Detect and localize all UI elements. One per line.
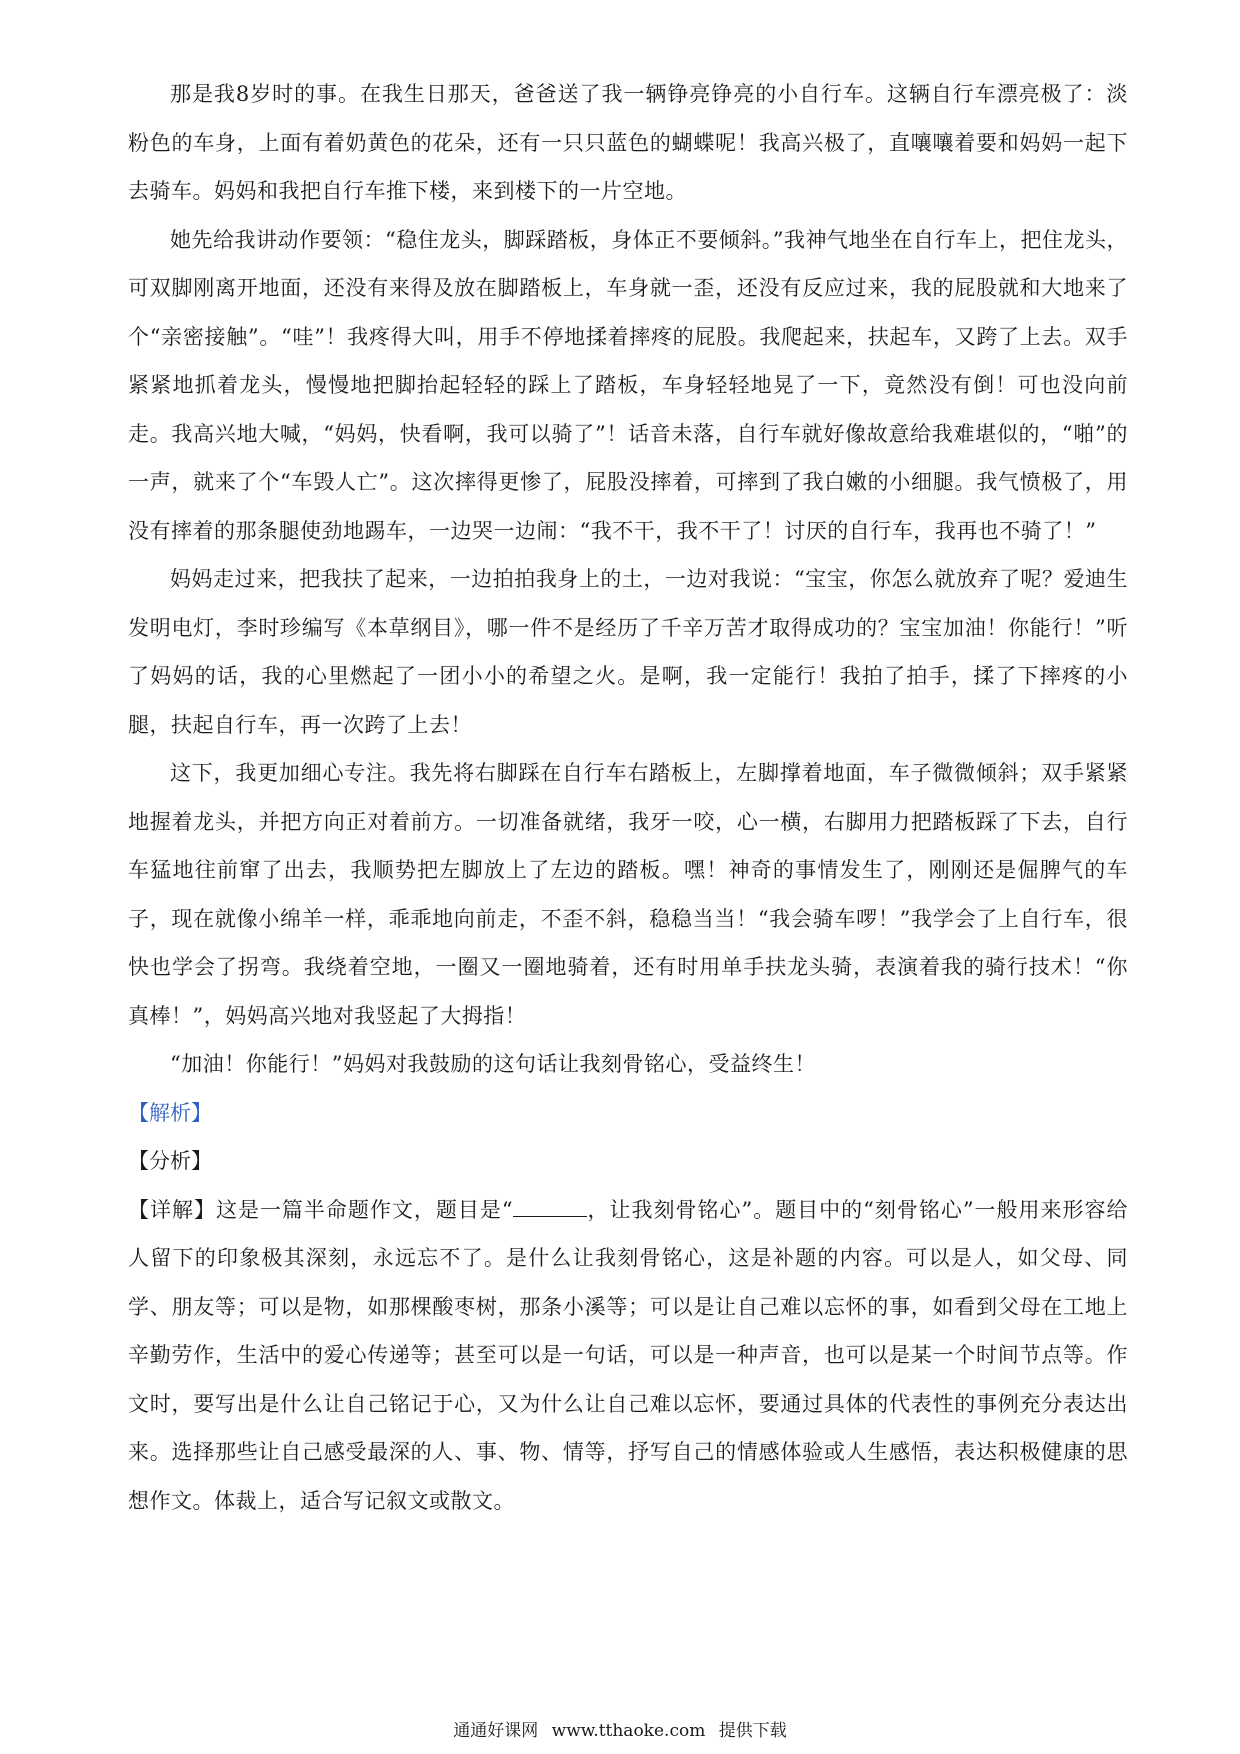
fenxi-label: 【分析】 — [128, 1149, 212, 1173]
jiexi-label: 【解析】 — [128, 1100, 212, 1125]
essay-paragraph-3: 妈妈走过来，把我扶了起来，一边拍拍我身上的土，一边对我说：“宝宝，你怎么就放弃了呢？爱迪生发明电灯，李时珍编写《本草纲目》，哪一件不是经历了千辛万苦才取得成功的？宝宝加油！你能行！”听了妈妈的话，我的心里燃起了一团小小的希望之火。是啊，我一定能行！我拍了拍手，揉了下摔疼的小腿，扶起自行车，再一次跨了上去！ — [128, 567, 1128, 737]
footer-url[interactable]: www.tthaoke.com — [551, 1721, 706, 1741]
footer-site-name: 通通好课网 — [453, 1721, 539, 1741]
footer-suffix: 提供下载 — [718, 1721, 787, 1741]
essay-paragraph-5: “加油！你能行！”妈妈对我鼓励的这句话让我刻骨铭心，受益终生！ — [170, 1052, 816, 1076]
page-footer — [0, 1716, 1240, 1741]
essay-paragraph-1: 那是我8岁时的事。在我生日那天，爸爸送了我一辆铮亮铮亮的小自行车。这辆自行车漂亮极了：淡粉色的车身，上面有着奶黄色的花朵，还有一只只蓝色的蝴蝶呢！我高兴极了，直嚷嚷着要和妈妈一起下去骑车。妈妈和我把自行车推下楼，来到楼下的一片空地。 — [128, 82, 1128, 203]
xiangjie-paragraph — [128, 1186, 1128, 1526]
xiangjie-text-before-blank: 这是一篇半命题作文，题目是“ — [215, 1197, 514, 1222]
document-body — [128, 70, 1128, 1525]
title-blank-line — [513, 1198, 587, 1217]
essay-paragraph-4: 这下，我更加细心专注。我先将右脚踩在自行车右踏板上，左脚撑着地面，车子微微倾斜；双手紧紧地握着龙头，并把方向正对着前方。一切准备就绪，我牙一咬，心一横，右脚用力把踏板踩了下去，自行车猛地往前窜了出去，我顺势把左脚放上了左边的踏板。嘿！神奇的事情发生了，刚刚还是倔脾气的车子，现在就像小绵羊一样，乖乖地向前走，不歪不斜，稳稳当当！“我会骑车啰！”我学会了上自行车，很快也学会了拐弯。我绕着空地，一圈又一圈地骑着，还有时用单手扶龙头骑，表演着我的骑行技术！“你真棒！”，妈妈高兴地对我竖起了大拇指！ — [128, 761, 1128, 1028]
xiangjie-label: 【详解】 — [128, 1197, 216, 1222]
xiangjie-text-after-blank: ，让我刻骨铭心”。题目中的“刻骨铭心”一般用来形容给人留下的印象极其深刻，永远忘不了。是什么让我刻骨铭心，这是补题的内容。可以是人，如父母、同学、朋友等；可以是物，如那棵酸枣树，那条小溪等；可以是让自己难以忘怀的事，如看到父母在工地上辛勤劳作，生活中的爱心传递等；甚至可以是一句话，可以是一种声音，也可以是某一个时间节点等。作文时，要写出是什么让自己铭记于心，又为什么让自己难以忘怀，要通过具体的代表性的事例充分表达出来。选择那些让自己感受最深的人、事、物、情等，抒写自己的情感体验或人生感悟，表达积极健康的思想作文。体裁上，适合写记叙文或散文。 — [128, 1197, 1128, 1513]
essay-paragraph-2: 她先给我讲动作要领：“稳住龙头，脚踩踏板，身体正不要倾斜。”我神气地坐在自行车上，把住龙头，可双脚刚离开地面，还没有来得及放在脚踏板上，车身就一歪，还没有反应过来，我的屁股就和大地来了个“亲密接触”。“哇”！我疼得大叫，用手不停地揉着摔疼的屁股。我爬起来，扶起车，又跨了上去。双手紧紧地抓着龙头，慢慢地把脚抬起轻轻的踩上了踏板，车身轻轻地晃了一下，竟然没有倒！可也没向前走。我高兴地大喊，“妈妈，快看啊，我可以骑了”！话音未落，自行车就好像故意给我难堪似的，“啪”的一声，就来了个“车毁人亡”。这次摔得更惨了，屁股没摔着，可摔到了我白嫩的小细腿。我气愤极了，用没有摔着的那条腿使劲地踢车，一边哭一边闹：“我不干，我不干了！讨厌的自行车，我再也不骑了！” — [128, 227, 1128, 543]
